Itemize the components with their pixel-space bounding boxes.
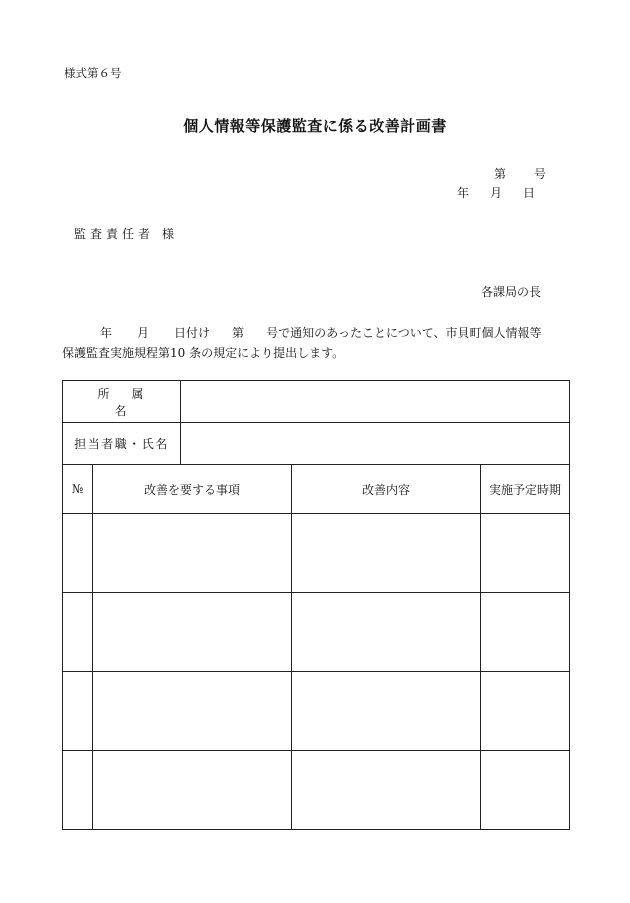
row-number-cell[interactable] [63, 514, 93, 593]
improvement-cell[interactable] [292, 514, 481, 593]
schedule-cell[interactable] [481, 751, 570, 830]
date-year: 年 [457, 186, 470, 200]
addressee-honorific: 様 [162, 227, 175, 241]
body-text-line-1 [100, 324, 541, 341]
improvement-plan-table [62, 380, 570, 830]
column-header-improvement: 改善内容 [292, 465, 481, 514]
body-rest: 号で通知のあったことについて、市貝町個人情報等 [266, 326, 542, 340]
row-number-cell[interactable] [63, 672, 93, 751]
form-number: 様式第６号 [64, 66, 122, 80]
date-line [457, 184, 535, 201]
addressee [74, 225, 174, 242]
body-day-attached: 日付け [174, 326, 211, 340]
document-title: 個人情報等保護監査に係る改善計画書 [183, 117, 447, 135]
body-dai: 第 [232, 326, 245, 340]
affiliation-label: 所属名 [63, 381, 181, 423]
schedule-cell[interactable] [481, 672, 570, 751]
body-text-line-2: 保護監査実施規程第10 条の規定により提出します。 [62, 346, 345, 360]
improvement-cell[interactable] [292, 751, 481, 830]
contact-label: 担当者職・氏名 [63, 423, 181, 465]
table-row [63, 672, 570, 751]
reference-number [494, 165, 546, 182]
sender: 各課局の長 [481, 285, 542, 299]
contact-field[interactable] [181, 423, 570, 465]
table-row [63, 514, 570, 593]
column-header-schedule: 実施予定時期 [481, 465, 570, 514]
body-month: 月 [137, 326, 150, 340]
table-row [63, 593, 570, 672]
schedule-cell[interactable] [481, 593, 570, 672]
schedule-cell[interactable] [481, 514, 570, 593]
date-month: 月 [490, 186, 503, 200]
affiliation-field[interactable] [181, 381, 570, 423]
row-number-cell[interactable] [63, 593, 93, 672]
improvement-cell[interactable] [292, 593, 481, 672]
issue-cell[interactable] [93, 514, 292, 593]
reference-dai: 第 [494, 167, 507, 181]
issue-cell[interactable] [93, 593, 292, 672]
reference-go: 号 [534, 167, 547, 181]
addressee-name: 監査責任者 [74, 227, 155, 241]
improvement-cell[interactable] [292, 672, 481, 751]
column-header-issue: 改善を要する事項 [93, 465, 292, 514]
table-row [63, 751, 570, 830]
issue-cell[interactable] [93, 751, 292, 830]
column-header-number: № [63, 465, 93, 514]
date-day: 日 [523, 186, 536, 200]
issue-cell[interactable] [93, 672, 292, 751]
body-year: 年 [100, 326, 113, 340]
row-number-cell[interactable] [63, 751, 93, 830]
